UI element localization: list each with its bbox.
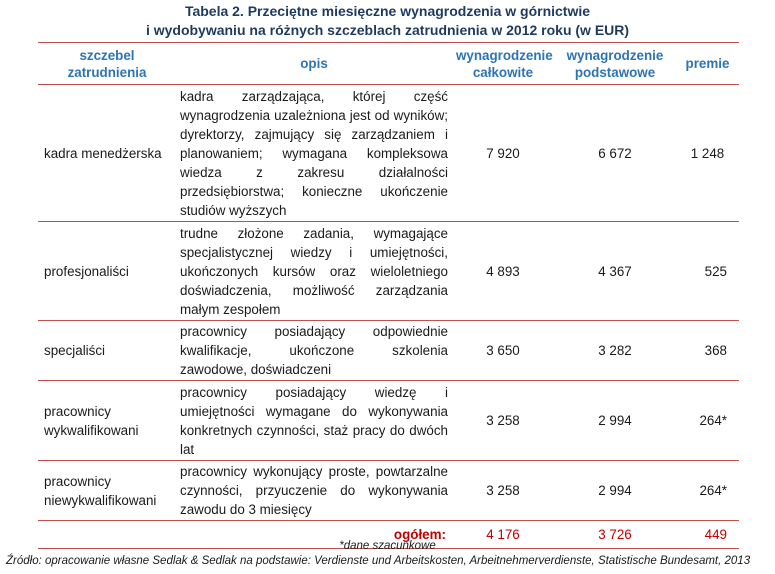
total-bonus: 449 — [704, 527, 727, 542]
row-base-pay: 2 994 — [598, 483, 632, 498]
row-desc: pracownicy posiadający odpowiednie kwalifikacje, ukończone szkolenia zawodowe, doświadczeni — [180, 324, 448, 377]
total-base-pay: 3 726 — [598, 527, 632, 542]
row-bonus: 525 — [704, 263, 727, 279]
table-row — [38, 321, 739, 381]
header-level: szczebel zatrudnienia — [67, 47, 147, 80]
table-title-line2: i wydobywaniu na różnych szczeblach zatrudnienia w 2012 roku (w EUR) — [145, 22, 630, 38]
row-base-pay: 2 994 — [598, 413, 632, 428]
row-total-pay: 7 920 — [486, 145, 520, 161]
row-level: profesjonaliści — [44, 263, 129, 279]
table-row — [38, 381, 739, 461]
table-title-line1: Tabela 2. Przeciętne miesięczne wynagrodzenia w górnictwie — [184, 3, 591, 19]
header-bonus: premie — [685, 56, 730, 71]
salary-table — [38, 42, 739, 549]
source-note: Źródło: opracowanie własne Sedlak & Sedlak na podstawie: Verdienste und Arbeitskosten, Arbeitnehmerverdienste, Statistische Bundesamt, 2013 — [6, 555, 751, 567]
row-desc: kadra zarządzająca, której część wynagrodzenia uzależniona jest od wyników; dyrektorzy, zajmujący się zarządzaniem i planowaniem; wymagana kompleksowa wiedza z zakresu działalności przedsiębiorstwa; konieczne ukończenie studiów wyższych — [180, 88, 448, 218]
header-row — [38, 43, 739, 85]
row-bonus: 264* — [699, 413, 727, 428]
table-row — [38, 461, 739, 521]
row-bonus: 368 — [704, 343, 727, 358]
row-base-pay: 3 282 — [598, 343, 632, 358]
total-pay-total: 4 176 — [486, 527, 520, 542]
header-base-pay: wynagrodzenie podstawowe — [566, 47, 664, 80]
header-total-pay: wynagrodzenie całkowite — [456, 47, 553, 80]
row-base-pay: 4 367 — [598, 263, 632, 279]
table-row — [38, 222, 739, 321]
row-level: kadra menedżerska — [44, 145, 162, 161]
row-desc: trudne złożone zadania, wymagające specjalistycznej wiedzy i umiejętności, ukończonych kursów oraz wieloletniego doświadczenia, możliwość zarządzania małym zespołem — [180, 225, 448, 317]
row-total-pay: 4 893 — [486, 263, 520, 279]
footnote: *dane szacunkowe — [339, 540, 436, 552]
row-total-pay: 3 258 — [486, 483, 520, 498]
row-total-pay: 3 258 — [486, 413, 520, 428]
row-base-pay: 6 672 — [598, 145, 632, 161]
row-bonus: 1 248 — [690, 145, 725, 161]
table-title — [0, 2, 775, 40]
total-label: ogółem: — [393, 527, 446, 542]
table-row — [38, 85, 739, 222]
row-level: pracownicy wykwalifikowani — [44, 403, 139, 438]
row-desc: pracownicy posiadający wiedzę i umiejętności wymagane do wykonywania konkretnych czynności, staż pracy do dwóch lat — [180, 384, 448, 457]
row-level: pracownicy niewykwalifikowani — [44, 473, 157, 508]
header-desc: opis — [300, 56, 328, 71]
row-desc: pracownicy wykonujący proste, powtarzalne czynności, przyuczenie do wykonywania zawodu do 3 miesięcy — [180, 464, 448, 517]
row-total-pay: 3 650 — [486, 343, 520, 358]
row-bonus: 264* — [699, 483, 727, 498]
row-level: specjaliści — [44, 343, 106, 358]
